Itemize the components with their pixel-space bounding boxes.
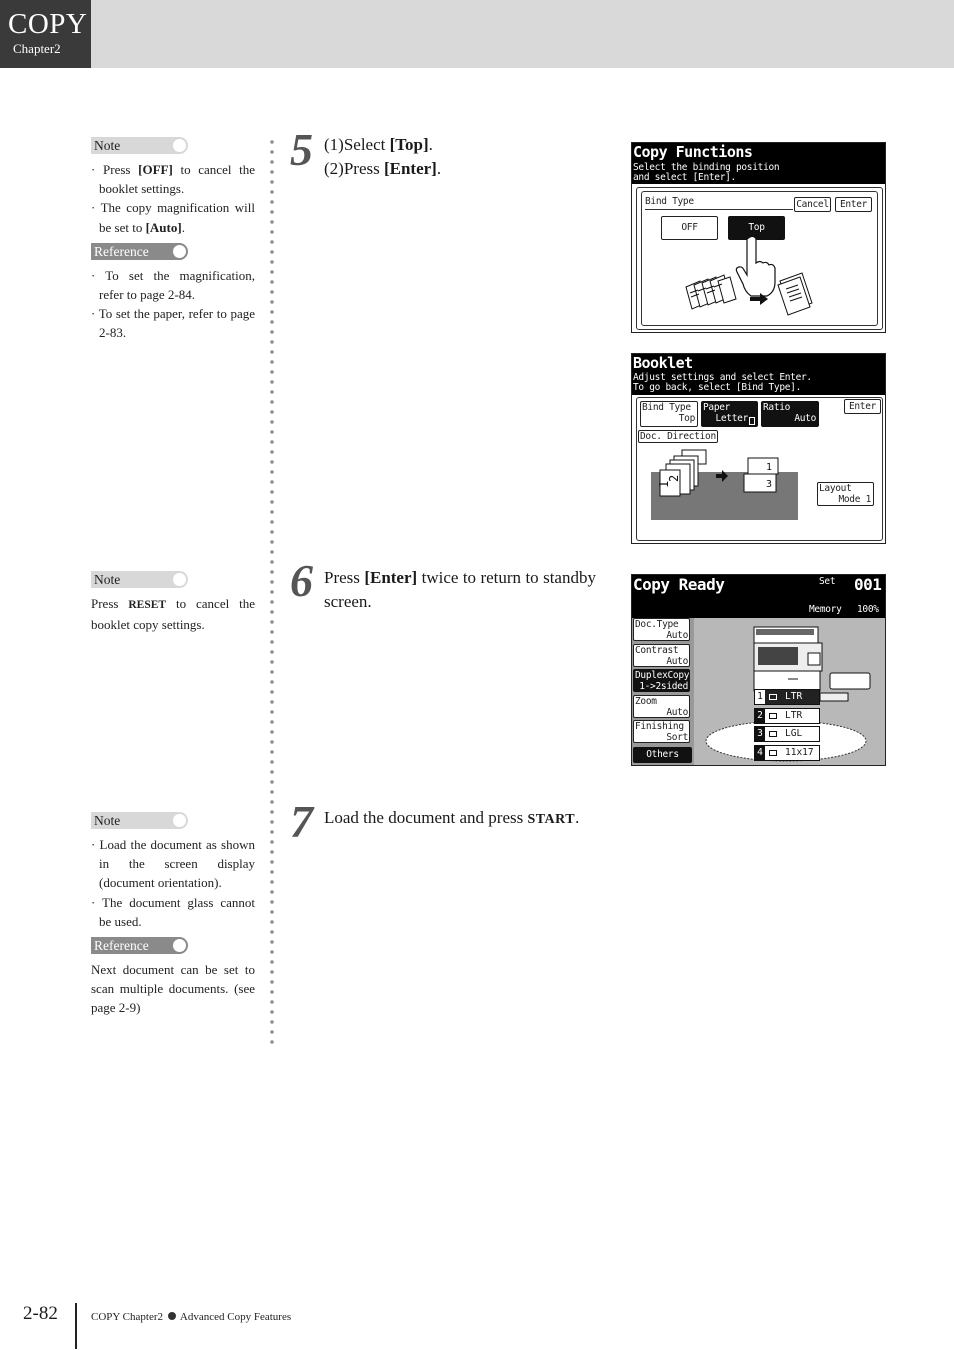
page-label: 3 [766,479,773,490]
screen-title-bar [632,575,885,618]
step6-text: Press [Enter] twice to return to standby screen. [324,568,596,611]
others-button[interactable]: Others [633,747,692,763]
step-number-7: 7 [290,796,313,847]
reference-text: Next document can be set to scan multiple documents. (see page 2-9) [91,962,255,1016]
set-count: 001 [854,575,882,594]
paper-tray-icon [769,750,777,756]
start-key: START [527,812,576,827]
function-button[interactable]: DuplexCopy 1->2sided [635,670,690,692]
copy-functions-screen [631,142,886,333]
function-button[interactable]: Contrast Auto [635,644,688,667]
tray-paper-size: LGL [785,728,803,739]
pointing-hand-icon [736,236,775,296]
bullet-icon [168,1312,176,1320]
tray-number: 1 [755,690,765,704]
note-item: · Load the document as shown in the screen display (document orientation). [91,837,255,891]
chapter-title: COPY [8,8,88,40]
memory-value: 100% [857,604,879,615]
bind-type-button[interactable]: Bind Type Top [640,401,698,427]
step5-line2: (2)Press [Enter]. [324,159,442,178]
header-bar [0,0,954,68]
document-direction-illustration [652,444,792,504]
note-tag: Note [91,571,188,588]
page-label: 2 [667,474,681,482]
tray-number: 4 [755,746,765,760]
screen-title: Booklet [633,354,693,372]
reference-tag: Reference [91,243,188,260]
arrow-right-icon [716,470,728,482]
paper-tray-icon [769,731,777,737]
paper-tray-3[interactable] [754,726,820,742]
booklet-binding-illustration [682,235,822,317]
paper-button[interactable]: Paper Letter [701,401,758,427]
paper-tray-4[interactable] [754,745,820,761]
step5-text [324,133,596,181]
function-button[interactable]: Doc.Type Auto [635,619,688,641]
booklet-screen [631,353,886,544]
footer-divider [75,1303,77,1349]
paper-orientation-icon [749,417,755,425]
note-tag: Note [91,812,188,829]
bind-type-label: Bind Type [645,196,694,207]
tray-paper-size: LTR [785,691,803,702]
screen-title-bar [632,143,885,184]
doc-direction-label: Doc. Direction [638,430,718,443]
cancel-button[interactable]: Cancel [794,197,831,212]
note-item: · Press [OFF] to cancel the booklet settings. [91,162,255,197]
reset-key: RESET [128,599,167,611]
side-notes-step7 [91,812,255,1018]
step5-line1: (1)Select [Top]. [324,135,433,154]
step-number-5: 5 [290,124,313,175]
side-notes-step5 [91,137,255,343]
page-number: 2-82 [23,1303,58,1324]
step7-text: Load the document and press START. [324,808,580,827]
document-stack-icon [686,275,736,309]
function-button[interactable]: Finishing Sort [635,721,688,743]
note-text: Press RESET to cancel the booklet copy settings. [91,596,255,633]
reference-item: · To set the paper, refer to page 2-83. [91,306,255,341]
screen-instruction-1: Select the binding position [633,162,780,173]
copy-ready-screen [631,574,886,766]
ratio-button[interactable]: Ratio Auto [761,401,819,427]
paper-tray-icon [769,694,777,700]
screen-title-bar [632,354,885,395]
side-notes-step6 [91,571,255,634]
note-tag: Note [91,137,188,154]
chapter-tab [0,0,91,68]
booklet-icon [778,273,812,315]
function-button[interactable]: Zoom Auto [635,695,688,718]
page-label: 1 [657,480,671,488]
reference-item: · To set the magnification, refer to page 2-84. [91,267,255,303]
memory-label: Memory [809,604,842,615]
screen-instruction-2: and select [Enter]. [633,172,736,183]
step-number-6: 6 [290,555,313,606]
reference-tag: Reference [91,937,188,954]
note-item: · The copy magnification will be set to [Auto]. [91,200,255,235]
paper-tray-1[interactable] [754,689,820,705]
screen-title: Copy Ready [633,575,725,594]
enter-button[interactable]: Enter [844,399,881,414]
screen-instruction-2: To go back, select [Bind Type]. [633,382,802,393]
paper-tray-icon [769,713,777,719]
tray-paper-size: LTR [785,709,803,721]
layout-button[interactable]: Layout Mode 1 [817,482,874,506]
page-label: 1 [766,462,773,473]
top-button[interactable]: Top [728,216,785,240]
tray-number: 3 [755,727,765,741]
off-button[interactable]: OFF [661,216,718,240]
enter-button[interactable]: Enter [835,197,872,212]
set-label: Set [819,576,836,587]
chapter-subtitle: Chapter2 [13,41,61,56]
tray-paper-size: 11x17 [785,746,814,758]
dotted-divider [270,137,274,1047]
paper-tray-2[interactable] [754,708,820,724]
screen-instruction-1: Adjust settings and select Enter. [633,372,812,383]
screen-title: Copy Functions [633,143,753,161]
note-item: · The document glass cannot be used. [91,894,255,929]
tray-number: 2 [755,709,765,723]
footer-text: COPY Chapter2 Advanced Copy Features [91,1311,292,1323]
